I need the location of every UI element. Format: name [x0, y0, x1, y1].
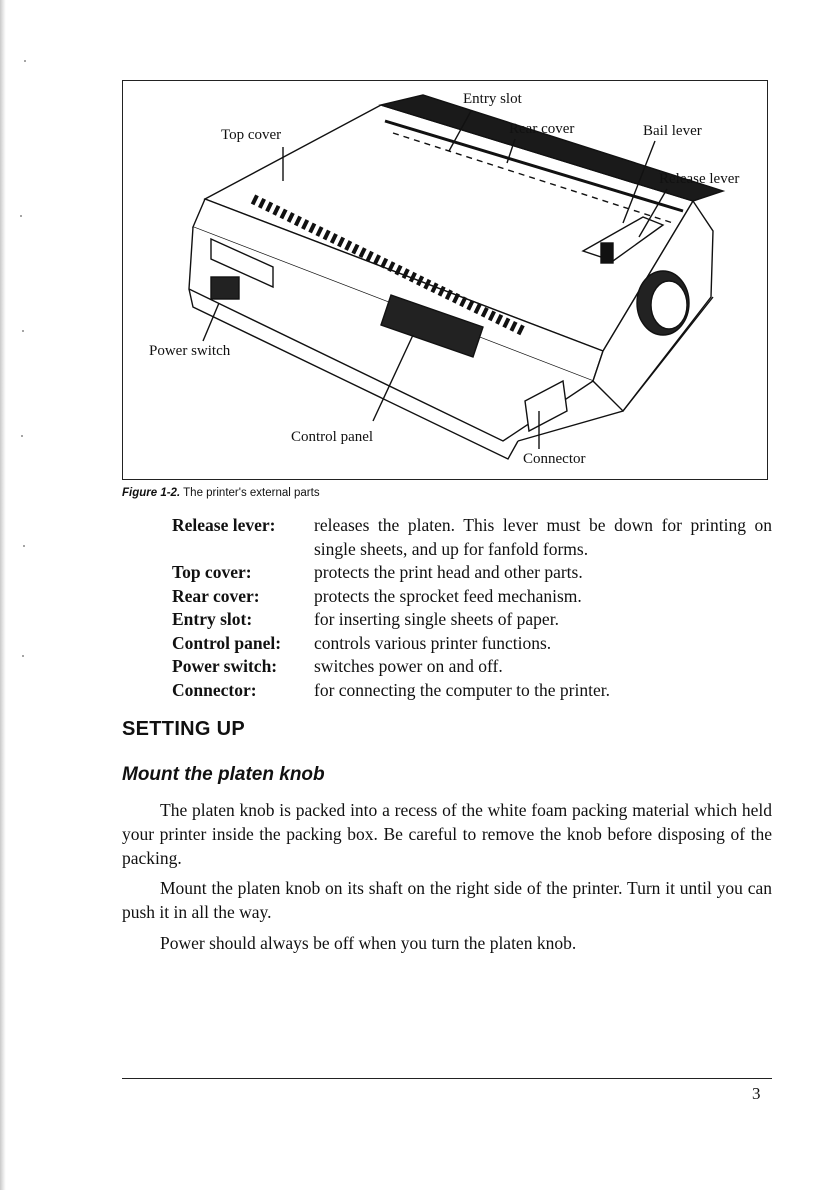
definition-row — [172, 514, 772, 561]
definition-row — [172, 561, 772, 585]
parts-definition-list — [172, 514, 772, 702]
page-number: 3 — [752, 1084, 761, 1103]
scan-edge — [0, 0, 6, 1190]
definition-text: switches power on and off. — [314, 656, 503, 676]
definition-term: Entry slot: — [172, 609, 253, 629]
scan-speck — [22, 330, 24, 332]
scan-speck — [20, 215, 22, 217]
release-lever-shape — [601, 243, 613, 263]
power-switch-shape — [211, 277, 239, 299]
definition-text: for inserting single sheets of paper. — [314, 609, 559, 629]
subsection-heading: Mount the platen knob — [122, 764, 325, 785]
definition-row — [172, 608, 772, 632]
definition-term: Power switch: — [172, 656, 278, 676]
definition-text: releases the platen. This lever must be down for printing on single sheets, and up for fanfold forms. — [314, 515, 772, 559]
section-heading: SETTING UP — [122, 718, 246, 740]
figure-caption — [122, 487, 320, 499]
definition-row — [172, 585, 772, 609]
definition-row — [172, 655, 772, 679]
callout-entry-slot: Entry slot — [463, 91, 522, 107]
scan-speck — [24, 60, 26, 62]
definition-term: Control panel: — [172, 632, 282, 653]
callout-release-lever: Release lever — [659, 171, 740, 187]
paragraph: Power should always be off when you turn the platen knob. — [160, 933, 577, 953]
definition-text: controls various printer functions. — [314, 632, 552, 653]
callout-control-panel: Control panel — [291, 429, 374, 445]
footer-rule — [122, 1078, 772, 1079]
printer-illustration — [123, 81, 768, 480]
definition-term: Rear cover: — [172, 585, 260, 606]
definition-row — [172, 632, 772, 656]
paragraph: The platen knob is packed into a recess of the white foam packing material which held your printer inside the packing box. Be careful to remove the knob before disposing of the packing. — [122, 800, 772, 868]
scan-speck — [21, 435, 23, 437]
paragraph: Mount the platen knob on its shaft on the right side of the printer. Turn it until you can push it in all the way. — [122, 878, 772, 922]
printer-figure — [122, 80, 768, 480]
definition-text: for connecting the computer to the printer. — [314, 679, 610, 700]
figure-caption-text: The printer's external parts — [180, 487, 320, 499]
callout-bail-lever: Bail lever — [643, 123, 702, 139]
definition-term: Release lever: — [172, 515, 276, 535]
definition-term: Connector: — [172, 679, 257, 700]
callout-rear-cover: Rear cover — [509, 121, 575, 137]
callout-power-switch: Power switch — [149, 343, 231, 359]
definition-text: protects the print head and other parts. — [314, 562, 583, 582]
callout-connector: Connector — [523, 451, 586, 467]
figure-caption-number: Figure 1-2. — [122, 487, 181, 499]
definition-term: Top cover: — [172, 562, 252, 582]
callout-top-cover: Top cover — [221, 127, 282, 143]
scan-speck — [23, 545, 25, 547]
definition-text: protects the sprocket feed mechanism. — [314, 585, 582, 606]
definition-row — [172, 679, 772, 703]
scan-speck — [22, 655, 24, 657]
